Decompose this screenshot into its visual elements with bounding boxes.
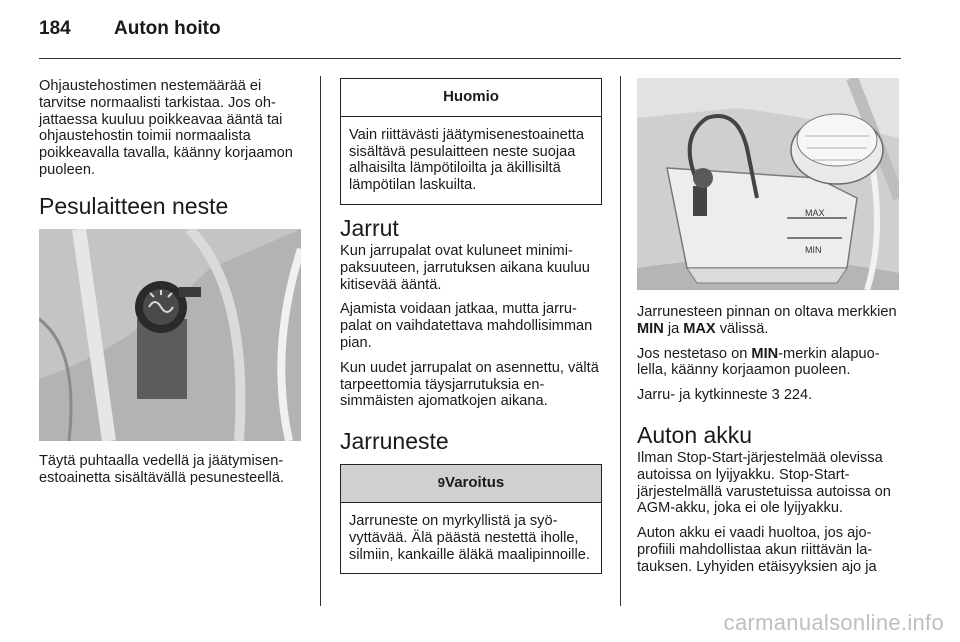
page-reference-arrow-icon[interactable]: 3 <box>771 387 780 404</box>
min-mark-label: MIN <box>805 245 822 255</box>
brakes-text-3: Kun uudet jarrupalat on asennettu, vältä tarpeettomia täysjarrutuksia ensimmäisten ajomatkojen aikana. <box>340 359 599 410</box>
warning-box <box>340 464 602 574</box>
note-body: Vain riittävästi jäätymisenestoainetta sisältävä pesulaitteen neste suojaa alhaisilta lämpötiloilta ja äkillisiltä lämpötilan laskuilta. <box>349 126 584 194</box>
header-rule <box>39 58 901 59</box>
brake-reservoir-illustration <box>637 78 899 290</box>
brake-fluid-low-text: Jos nestetaso on MIN-merkin alapuolella, käänny korjaamon puoleen. <box>637 345 880 379</box>
column-divider-1 <box>320 76 321 606</box>
max-mark-label: MAX <box>805 208 825 218</box>
page-title: Auton hoito <box>114 18 221 39</box>
note-title: Huomio <box>341 79 601 117</box>
column-3 <box>637 78 903 584</box>
warning-title-bar <box>341 465 601 503</box>
note-box <box>340 78 602 205</box>
brake-fluid-level-text: Jarrunesteen pinnan on oltava merkkien MIN ja MAX välissä. <box>637 304 897 337</box>
washer-reservoir-image <box>39 229 301 441</box>
warning-body: Jarruneste on myrkyllistä ja syövyttävää. Älä päästä nestettä iholle, silmiin, kankaille äläkä maalipinnoille. <box>349 512 590 563</box>
page-number: 184 <box>39 18 71 39</box>
page-header <box>39 18 221 40</box>
brake-reservoir-image <box>637 78 899 290</box>
column-2 <box>340 78 602 584</box>
brakes-text-2: Ajamista voidaan jatkaa, mutta jarrupalat on vaihdatettava mahdollisimman pian. <box>340 301 593 351</box>
brake-fluid-heading: Jarruneste <box>340 428 449 455</box>
washer-fluid-text: Täytä puhtaalla vedellä ja jäätymisenestoainetta sisältävällä pesunesteellä. <box>39 452 285 486</box>
brakes-text-1: Kun jarrupalat ovat kuluneet minimipaksuuteen, jarrutuksen aikana kuuluu kitisevää ääntä. <box>340 242 590 293</box>
brake-fluid-reference: Jarru- ja kytkinneste 3 224. <box>637 387 813 404</box>
battery-text-2: Auton akku ei vaadi huoltoa, jos ajoprofiili mahdollistaa akun riittävän latauksen. Lyhyiden etäisyyksien ajo ja <box>637 525 877 575</box>
warning-title: Varoitus <box>445 474 505 492</box>
power-steering-text: Ohjaustehostimen nestemäärää ei tarvitse normaalisti tarkistaa. Jos ohjattaessa kuuluu poikkeavaa ääntä tai ohjaustehostin toimii normaalista poikkeavalla tavalla, käänny korjaamon puoleen. <box>39 78 293 178</box>
column-divider-2 <box>620 76 621 606</box>
warning-triangle-icon: 9 <box>437 475 446 491</box>
watermark: carmanualsonline.info <box>723 610 944 635</box>
brakes-heading: Jarrut <box>340 214 399 241</box>
battery-text-1: Ilman Stop-Start-järjestelmää olevissa autoissa on lyijyakku. Stop-Start-järjestelmällä varustetuissa autoissa on AGM-akku, joka ei ole lyijyakku. <box>637 449 891 517</box>
battery-heading: Auton akku <box>637 421 753 448</box>
washer-fluid-heading: Pesulaitteen neste <box>39 192 229 219</box>
column-1 <box>39 78 305 494</box>
washer-reservoir-illustration <box>39 229 301 441</box>
